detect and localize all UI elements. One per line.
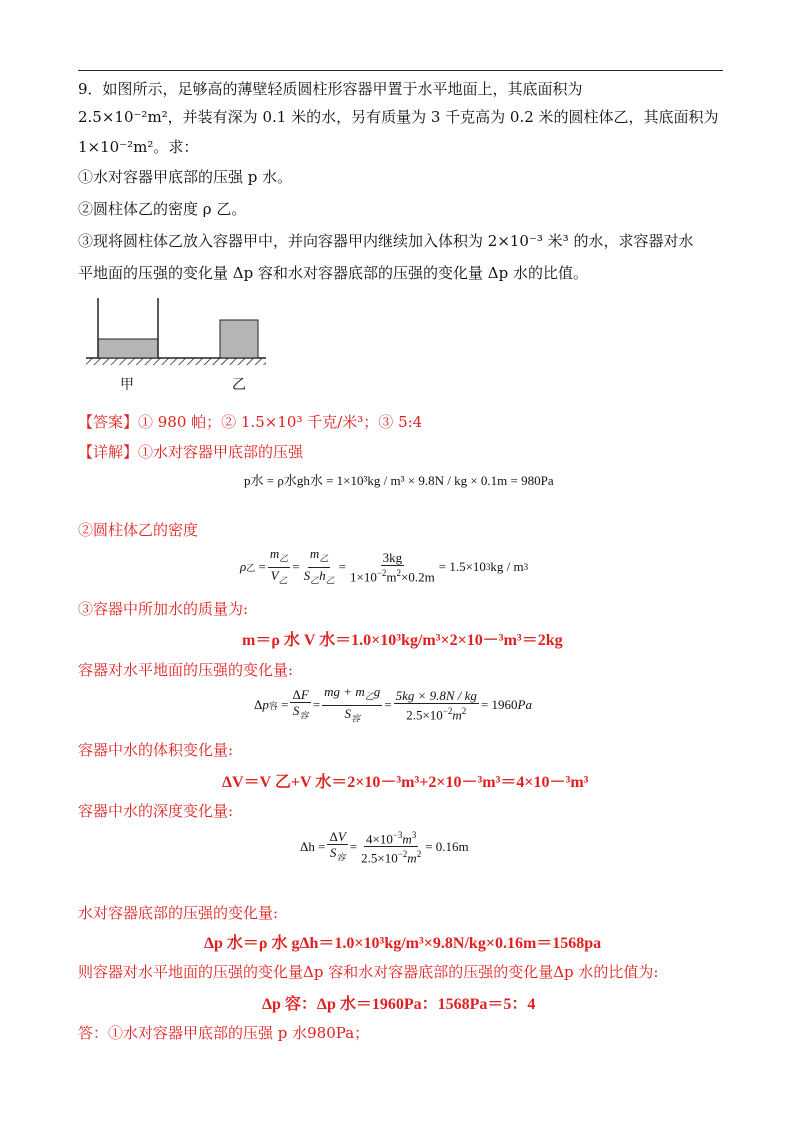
question-part-3a: ③现将圆柱体乙放入容器甲中，并向容器甲内继续加入体积为 2×10⁻³ 米³ 的水，求容器对水 xyxy=(78,232,694,250)
question-line-1: 9．如图所示，足够高的薄壁轻质圆柱形容器甲置于水平地面上，其底面积为 xyxy=(78,80,583,98)
question-line-2: 2.5×10⁻²m²，并装有深为 0.1 米的水，另有质量为 3 千克高为 0.2 米的圆柱体乙，其底面积为 xyxy=(78,108,719,126)
water-in-container xyxy=(98,339,158,358)
formula-ratio: Δp 容：Δp 水＝1960Pa：1568Pa＝5：4 xyxy=(262,996,536,1013)
question-line-3: 1×10⁻²m²。求： xyxy=(78,138,199,156)
top-rule xyxy=(78,70,723,71)
detail-step-5: 容器中水的体积变化量: xyxy=(78,741,234,759)
detail-step-2: ②圆柱体乙的密度 xyxy=(78,521,199,539)
label-jia: 甲 xyxy=(120,377,134,393)
question-part-3b: 平地面的压强的变化量 Δp 容和水对容器底部的压强的变化量 Δp 水的比值。 xyxy=(78,264,588,282)
formula-pressure-water: p水 = ρ水gh水 = 1×10³kg / m³ × 9.8N / kg × 0.1m = 980Pa xyxy=(244,473,554,488)
formula-depth-change: Δh = $\frac{\Delta V}{S_容}$ = $\frac{4\times 10^{-3}m^3}{2.5\times 10^{-2}m^2}$ = 0.16m xyxy=(300,828,469,866)
answer-line xyxy=(78,411,422,433)
detail-line xyxy=(78,441,303,463)
formula-density: ρ 乙 = $\frac{m_乙}{V_乙}$ = $\frac{m_乙}{S_乙h_乙}$ = $\frac{3kg}{1\times 10^{-2}m^2\times 0.2m}$ = 1.5×10 3 kg / m 3 xyxy=(240,546,529,586)
detail-step-4: 容器对水平地面的压强的变化量: xyxy=(78,661,294,679)
detail-step-3: ③容器中所加水的质量为: xyxy=(78,600,249,618)
cylinder-yi xyxy=(220,320,258,358)
detail-step-6: 容器中水的深度变化量: xyxy=(78,802,234,820)
final-answer-line: 答：①水对容器甲底部的压强 p 水980Pa； xyxy=(78,1024,370,1042)
formula-water-pressure-change: Δp 水＝ρ 水 gΔh＝1.0×10³kg/m³×9.8N/kg×0.16m＝1568pa xyxy=(204,935,602,952)
detail-step-7: 水对容器底部的压强的变化量: xyxy=(78,904,279,922)
detail-step-1: ①水对容器甲底部的压强 xyxy=(138,443,304,461)
diagram-svg xyxy=(86,296,286,396)
label-yi: 乙 xyxy=(232,377,246,393)
detail-tag: 【详解】 xyxy=(78,443,139,461)
question-part-2: ②圆柱体乙的密度 ρ 乙。 xyxy=(78,200,247,218)
formula-delta-p-container: Δ p 容 = $\frac{\Delta F}{S_容}$ = $\frac{mg + m_乙g}{S_容}$ = $\frac{5kg \times 9.8N / kg}{2.5\times 10^{-2}m^2}$ = 1960 Pa xyxy=(254,684,532,724)
formula-volume-change: ΔV＝V 乙+V 水＝2×10－³m³+2×10－³m³＝4×10－³m³ xyxy=(222,774,589,791)
detail-step-8: 则容器对水平地面的压强的变化量Δp 容和水对容器底部的压强的变化量Δp 水的比值为: xyxy=(78,963,659,981)
container-diagram xyxy=(86,296,286,400)
answer-tag: 【答案】 xyxy=(78,413,139,431)
formula-water-mass: m＝ρ 水 V 水＝1.0×10³kg/m³×2×10－³m³＝2kg xyxy=(242,632,563,649)
answer-text: ① 980 帕；② 1.5×10³ 千克/米³；③ 5:4 xyxy=(138,413,423,431)
question-part-1: ①水对容器甲底部的压强 p 水。 xyxy=(78,168,293,186)
ground-hatch xyxy=(86,358,266,365)
